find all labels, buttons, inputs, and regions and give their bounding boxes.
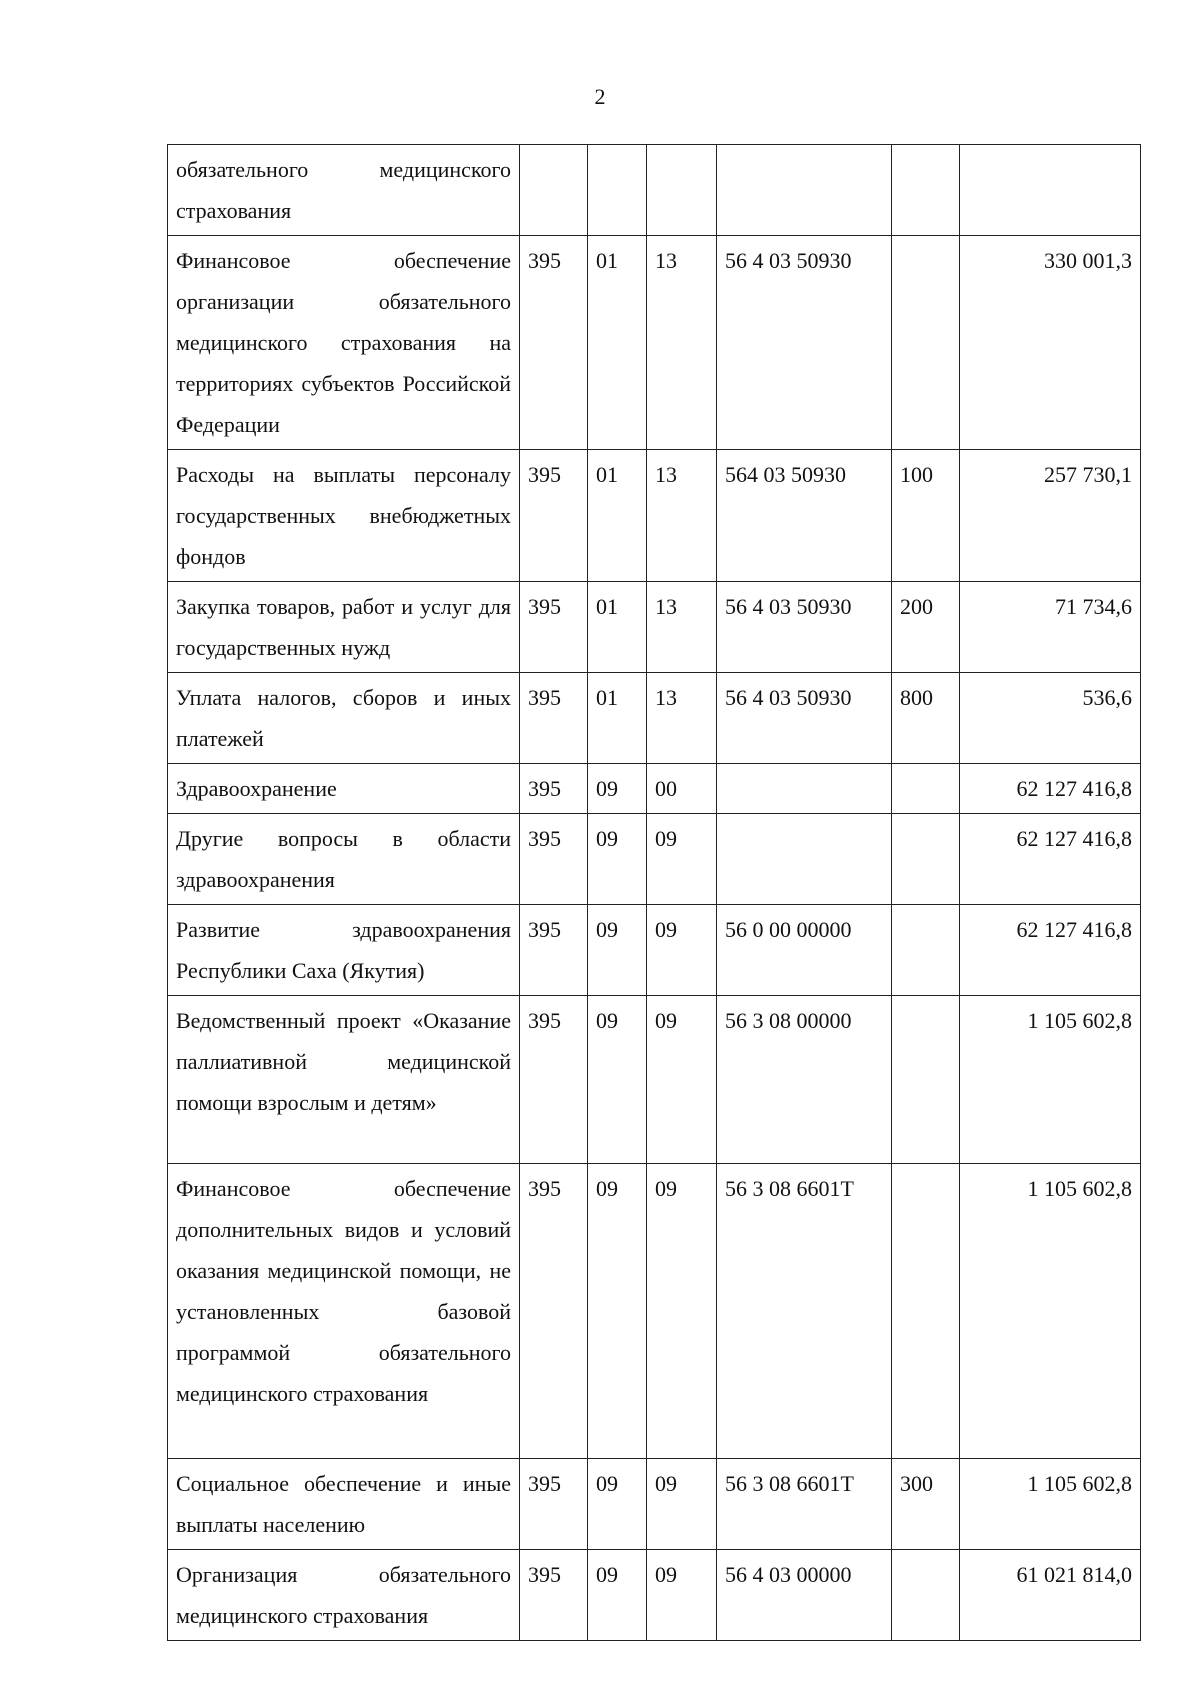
row-vr [892, 145, 960, 236]
row-pr: 00 [647, 764, 717, 814]
row-rz [588, 145, 647, 236]
row-amount: 1 105 602,8 [960, 996, 1141, 1164]
row-vr [892, 236, 960, 450]
row-vr [892, 905, 960, 996]
row-vr: 300 [892, 1459, 960, 1550]
row-rz: 09 [588, 1459, 647, 1550]
row-amount: 62 127 416,8 [960, 814, 1141, 905]
row-pr: 09 [647, 1459, 717, 1550]
row-rz: 09 [588, 996, 647, 1164]
row-csr: 56 4 03 50930 [717, 236, 892, 450]
row-grbs: 395 [520, 1550, 588, 1641]
row-rz: 01 [588, 673, 647, 764]
row-vr [892, 996, 960, 1164]
row-pr: 09 [647, 1550, 717, 1641]
row-csr: 56 4 03 50930 [717, 673, 892, 764]
row-csr: 56 3 08 6601Т [717, 1459, 892, 1550]
table-row [168, 236, 1141, 450]
row-csr [717, 764, 892, 814]
row-rz: 09 [588, 905, 647, 996]
table-row [168, 996, 1141, 1164]
row-pr: 13 [647, 450, 717, 582]
row-amount: 257 730,1 [960, 450, 1141, 582]
row-vr: 100 [892, 450, 960, 582]
row-amount: 61 021 814,0 [960, 1550, 1141, 1641]
row-amount: 62 127 416,8 [960, 764, 1141, 814]
row-name: Уплата налогов, сборов и иных платежей [168, 673, 520, 764]
row-grbs: 395 [520, 450, 588, 582]
row-csr [717, 145, 892, 236]
table-row [168, 814, 1141, 905]
row-name: Закупка товаров, работ и услуг для государственных нужд [168, 582, 520, 673]
row-pr: 13 [647, 582, 717, 673]
row-csr: 56 0 00 00000 [717, 905, 892, 996]
row-rz: 09 [588, 764, 647, 814]
row-pr: 09 [647, 996, 717, 1164]
row-csr: 56 4 03 50930 [717, 582, 892, 673]
table-row [168, 905, 1141, 996]
row-amount: 330 001,3 [960, 236, 1141, 450]
row-csr: 56 3 08 00000 [717, 996, 892, 1164]
row-vr: 200 [892, 582, 960, 673]
row-amount [960, 145, 1141, 236]
row-rz: 01 [588, 450, 647, 582]
row-amount: 71 734,6 [960, 582, 1141, 673]
row-grbs: 395 [520, 996, 588, 1164]
row-grbs: 395 [520, 905, 588, 996]
row-csr [717, 814, 892, 905]
row-vr [892, 1550, 960, 1641]
table-row [168, 1459, 1141, 1550]
row-vr [892, 764, 960, 814]
row-csr: 56 4 03 00000 [717, 1550, 892, 1641]
row-vr: 800 [892, 673, 960, 764]
row-pr: 13 [647, 673, 717, 764]
row-grbs: 395 [520, 814, 588, 905]
page-number: 2 [594, 84, 606, 109]
row-grbs: 395 [520, 1459, 588, 1550]
row-grbs: 395 [520, 236, 588, 450]
row-vr [892, 1164, 960, 1459]
table-row [168, 582, 1141, 673]
row-csr: 56 3 08 6601Т [717, 1164, 892, 1459]
row-pr: 13 [647, 236, 717, 450]
table-row [168, 764, 1141, 814]
row-amount: 1 105 602,8 [960, 1164, 1141, 1459]
row-grbs: 395 [520, 1164, 588, 1459]
row-name: Финансовое обеспечение дополнительных видов и условий оказания медицинской помощи, не установленных базовой программой обязательного медицинского страхования [168, 1164, 520, 1459]
row-rz: 09 [588, 814, 647, 905]
row-name: Социальное обеспечение и иные выплаты населению [168, 1459, 520, 1550]
row-rz: 09 [588, 1550, 647, 1641]
row-rz: 09 [588, 1164, 647, 1459]
row-name: Здравоохранение [168, 764, 520, 814]
table-row [168, 1164, 1141, 1459]
row-amount: 62 127 416,8 [960, 905, 1141, 996]
row-rz: 01 [588, 236, 647, 450]
row-csr: 564 03 50930 [717, 450, 892, 582]
row-amount: 536,6 [960, 673, 1141, 764]
row-pr: 09 [647, 1164, 717, 1459]
row-name: Ведомственный проект «Оказание паллиативной медицинской помощи взрослым и детям» [168, 996, 520, 1164]
table-row [168, 1550, 1141, 1641]
row-name: Расходы на выплаты персоналу государственных внебюджетных фондов [168, 450, 520, 582]
row-grbs [520, 145, 588, 236]
row-name: Развитие здравоохранения Республики Саха (Якутия) [168, 905, 520, 996]
budget-table [167, 144, 1141, 1641]
row-name: обязательного медицинского страхования [168, 145, 520, 236]
table-row [168, 673, 1141, 764]
row-amount: 1 105 602,8 [960, 1459, 1141, 1550]
table-row [168, 145, 1141, 236]
row-name: Организация обязательного медицинского страхования [168, 1550, 520, 1641]
row-name: Другие вопросы в области здравоохранения [168, 814, 520, 905]
row-grbs: 395 [520, 673, 588, 764]
row-pr: 09 [647, 814, 717, 905]
table-row [168, 450, 1141, 582]
row-grbs: 395 [520, 582, 588, 673]
row-pr [647, 145, 717, 236]
row-grbs: 395 [520, 764, 588, 814]
row-rz: 01 [588, 582, 647, 673]
row-name: Финансовое обеспечение организации обязательного медицинского страхования на территориях субъектов Российской Федерации [168, 236, 520, 450]
row-vr [892, 814, 960, 905]
row-pr: 09 [647, 905, 717, 996]
